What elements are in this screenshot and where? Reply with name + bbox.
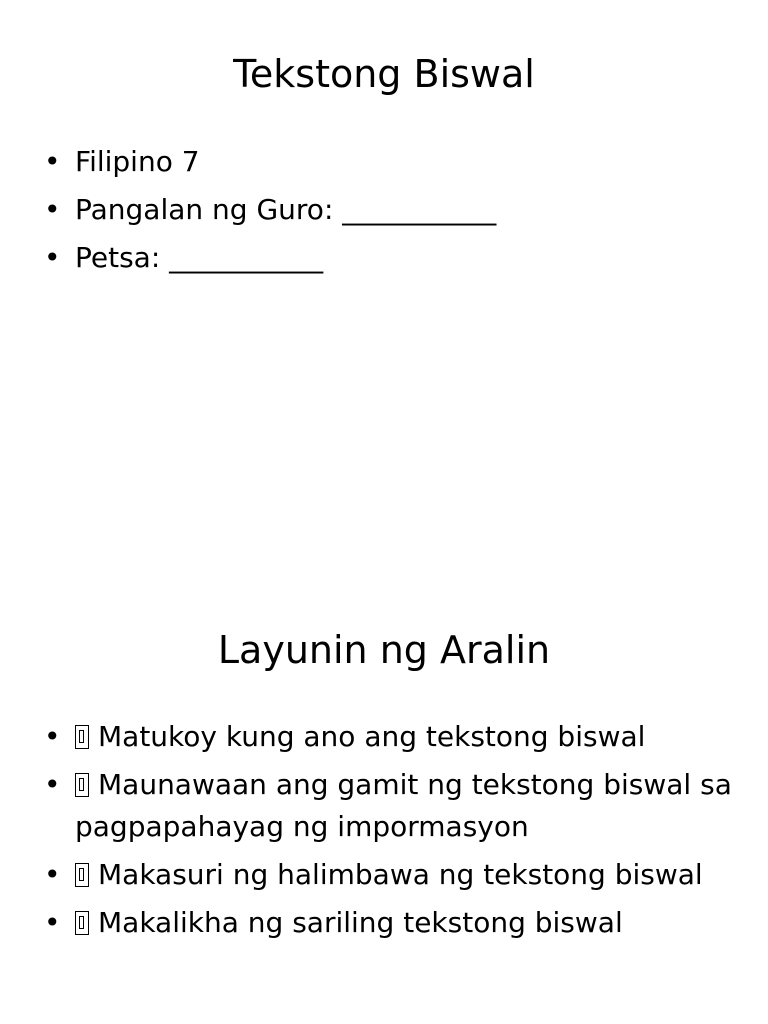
bullet-dot: • [44,241,61,274]
bullet-text: Pangalan ng Guro: ___________ [75,193,497,226]
bullet-line [75,854,734,896]
missing-glyph-box-icon [75,725,89,749]
bullet-dot: • [44,145,61,178]
list-item [44,237,734,279]
bullet-line [75,902,734,944]
list-item [44,716,734,758]
bullet-text: Petsa: ___________ [75,241,324,274]
list-item [44,764,734,848]
bullet-dot: • [44,720,61,753]
slide-title: Layunin ng Aralin [217,628,551,672]
bullet-list [44,141,734,285]
list-item [44,854,734,896]
bullet-text: Filipino 7 [75,145,200,178]
bullet-dot: • [44,193,61,226]
slide-title: Tekstong Biswal [233,52,535,96]
missing-glyph-box-icon [75,911,89,935]
bullet-text: Matukoy kung ano ang tekstong biswal [98,720,646,753]
list-item [44,141,734,183]
bullet-text: Maunawaan ang gamit ng tekstong biswal sa pagpapahayag ng impormasyon [75,768,732,843]
bullet-dot: • [44,906,61,939]
bullet-dot: • [44,768,61,801]
list-item [44,189,734,231]
bullet-line [75,764,734,848]
bullet-list [44,716,734,950]
bullet-dot: • [44,858,61,891]
bullet-text: Makasuri ng halimbawa ng tekstong biswal [98,858,703,891]
slide-2 [0,512,768,1024]
bullet-text: Makalikha ng sariling tekstong biswal [98,906,623,939]
missing-glyph-box-icon [75,863,89,887]
bullet-line [75,716,734,758]
missing-glyph-box-icon [75,773,89,797]
list-item [44,902,734,944]
